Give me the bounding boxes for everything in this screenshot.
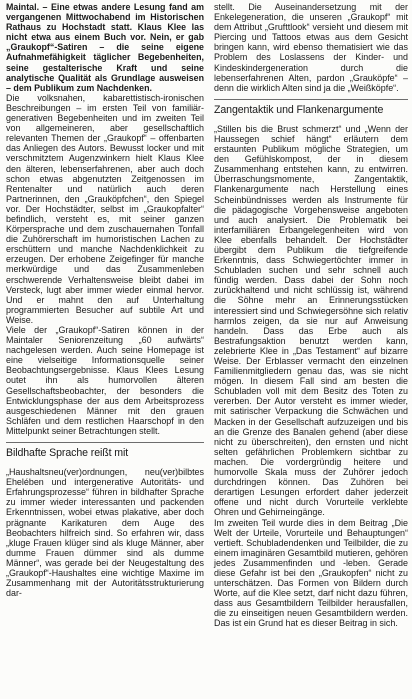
article-paragraph: Im zweiten Teil wurde dies in dem Beitrag „Die Welt der Urteile, Vorurteile und Behauptungen“ vertieft. Schubladendenken und Teilbilder, die zu einem imaginären Gesamtbild mutieren, gehören jedes Zusammenfinden und -leben. Gerade diese Gefahr ist bei den „Graukopfen“ nicht zu unterschätzen. Das Formen von Bildern durch Worte, auf die Klee setzt, darf nicht dazu führen, dass aus Gesamtbildern Teilbilder herausfallen, die zu einseitigen neuen Gesamtbildern werden. Das ist ein Grund hat es dieser Beitrag in sich.: [214, 517, 408, 629]
article-paragraph: Die volksnahen, kabarettistisch-ironischen Beschreibungen – im ersten Teil von familiär-generativen Begebenheiten und im zweiten Teil von allgemeineren, aber gesellschaftlich relevanten Themen der „Graukopf“ – offenbarten das Anliegen des Autors. Bewusst locker und mit verschmitztem Augenzwinkern hielt Klaus Klee den älteren, lebenserfahrenen, aber auch doch schon etwas abgenutzten Zeitgenossen im Rentenalter und natürlich auch deren Partnerinnen, den „Grauköpfchen“, den Spiegel vor. Der Hochstädter, selbst im „Graukopfalter“ befindlich, versteht es, mit seiner ganzen Körpersprache und dem zuschauernahen Tonfall die Zuhörerschaft im humoristischen Lachen zu erschüttern und manche Nachdenklichkeit zu erzeugen. Der erhobene Zeigefinger für manche merkwürdige und das Zusammenleben erschwerende Verhaltensweise bleibt dabei im Versteck, lugt aber immer wieder einmal hervor. Und er mahnt den auf Unterhaltung programmierten Besucher auf subtile Art und Weise.: [6, 92, 204, 325]
article-column-right: [214, 2, 408, 629]
article-paragraph: „Stillen bis die Brust schmerzt“ und „Wenn der Haussegen schief hängt“ erläutern dem erstaunten Publikum mögliche Strategien, um den Gefühlskompost, der in diesem Zusammenhang entstehen kann, zu entwirren. Überraschungsmomente, Zangentaktik, Flankenargumente nach Herstellung eines Scheinbündnisses werden als Instrumente für die pädagogische Vorgehensweise angeboten und auch analysiert. Die Problematik bei interfamiliären Erbangelegenheiten wird von Klee ebenfalls behandelt. Der Hochstädter übergibt dem Publikum die tiefgreifende Erkenntnis, dass Schwiegertöchter immer in Schubladen suchen und sehr schnell auch fündig werden. Dass dabei der Sohn noch zurückhaltend und nicht schlüssig ist, während die Söhne mehr an Erinnerungsstücken interessiert sind und Schwiegersöhne sich relativ harmlos zeigen, da sie nur auf Anweisung handeln. Dass das Erbe auch als Bestrafungsaktion benutzt werden kann, zelebrierte Klee in „Das Testament“ auf bizarre Weise. Der Erblasser vermacht den einzelnen Familienmitgliedern genau das, was sie nicht mögen. In diesem Fall sind am besten die Schubladen voll mit dem Besitz des Toten zu vererben. Der Autor versteht es immer wieder, mit satirischer Verpackung die Schwächen und Macken in der Gesellschaft aufzuzeigen und bis an die Grenze des Banalen gehend (aber diese nicht zu überschreiten), den ernsten und nicht selten gefährlichen Problemkern sichtbar zu machen. Die vordergründig heitere und humorvolle Skala muss der Zuhörer jedoch durchdringen können. Das Zuhören bei derartigen Lesungen erfordert daher jederzeit offene und nicht durch Vorurteile verklebte Ohren und Gehirneingänge.: [214, 123, 408, 518]
article-column-left: [6, 2, 204, 598]
article-lead: Maintal. – Eine etwas andere Lesung fand am vergangenen Mittwochabend im Historischen Rathaus zu Hochstadt statt. Klaus Klee las nicht etwa aus einem Buch vor. Nein, er gab „Graukopf“-Satiren – die seine eigene Aufnahmefähigkeit täglicher Begebenheiten, seine gestalterische Kraft und seine analytische Qualität als Grundlage ausweisen – dem Publikum zum Nachdenken.: [6, 2, 204, 93]
article-paragraph: stellt. Die Auseinandersetzung mit der Enkelegeneration, die unseren „Graukopf“ mit dem Attribut „Grufttlook“ versieht und diesem mit Piercing und Tattoos etwas aus dem Gesicht bringen kann, wird ebenso thematisiert wie das Problem des Loslassens der Kinder- und Kindeskindergeneration durch die lebenserfahrenen Alten, pardon „Grauköpfe“ – denn die wirklich Alten sind ja die „Weißköpfe“.: [214, 2, 408, 93]
article-subheading: Bildhafte Sprache reißt mit: [6, 442, 204, 459]
article-paragraph: „Haushaltsneu(ver)ordnungen, neu(ver)bilbtes Ehelében und intergenerative Autoritäts- und Erfahrungsprozesse“ führen in bildhafter Sprache zu immer wieder interessanten und packenden Erkenntnissen, wobei etwas plakative, aber doch prägnante Karikaturen dem Auge des Beobachters hilfreich sind. So erfahren wir, dass „kluge Frauen klüger sind als kluge Männer, aber dumme Frauen dümmer sind als dumme Männer“, was gerade bei der Neugestaltung des „Graukopf“-Haushaltes eine wichtige Maxime im Zusammenhang mit der Autoritätsstrukturierung dar-: [6, 467, 204, 599]
article-subheading: Zangentaktik und Flankenargumente: [214, 99, 408, 116]
article-paragraph: Viele der „Graukopf“-Satiren können in der Maintaler Seniorenzeitung „60 aufwärts“ nachgelesen werden. Auch seine Homepage ist eine vielseitige Informationsquelle seiner Beobachtungsergebnisse. Klaus Klees Lesung outet ihn als humorvollen älteren Gesellschaftsbeobachter, der besonders die Entwicklungsphase der aus dem Arbeitsprozess ausgeschiedenen Männer mit den grauen Schläfen und dem restlichen Haarschopf in den Mittelpunkt seiner Betrachtungen stellt.: [6, 325, 204, 436]
